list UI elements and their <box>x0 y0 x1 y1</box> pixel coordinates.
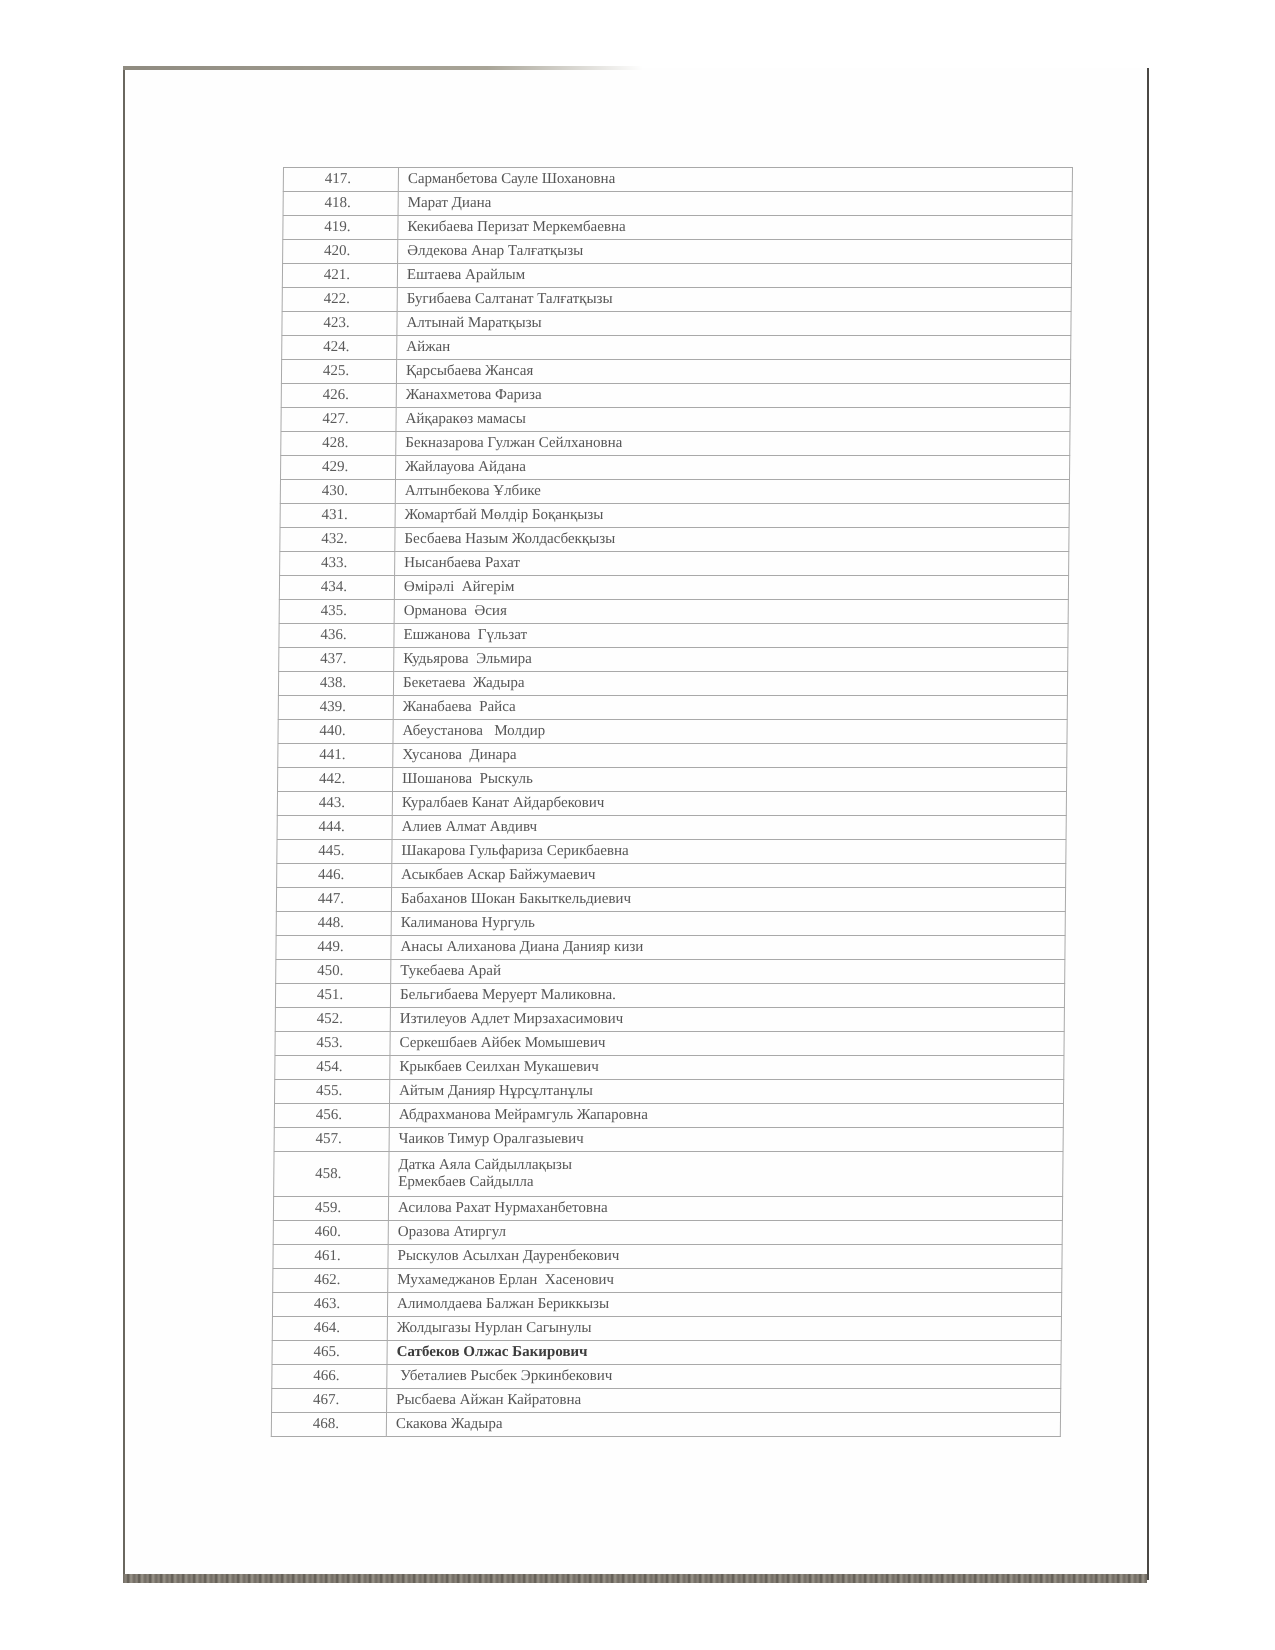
row-number: 463. <box>272 1293 387 1317</box>
person-name: Абеустанова Молдир <box>402 723 546 739</box>
table-row <box>276 936 1065 960</box>
person-name: Скакова Жадыра <box>395 1416 503 1432</box>
row-number: 429. <box>281 456 396 480</box>
table-row <box>280 480 1069 504</box>
row-number: 420. <box>283 240 398 264</box>
person-name: Бесбаева Назым Жолдасбекқызы <box>404 531 616 547</box>
table-row <box>274 1152 1063 1197</box>
person-name: Марат Диана <box>407 195 492 211</box>
row-name-cell <box>392 792 1066 816</box>
table-row <box>271 1413 1060 1437</box>
table-row <box>276 888 1065 912</box>
row-number: 433. <box>280 552 395 576</box>
row-number: 455. <box>275 1080 390 1104</box>
person-name: Қарсыбаева Жансая <box>405 363 534 379</box>
person-name: Ешжанова Гүльзат <box>403 627 528 643</box>
row-name-cell <box>388 1245 1062 1269</box>
row-name-cell <box>393 672 1067 696</box>
row-number: 464. <box>272 1317 387 1341</box>
table-row <box>283 168 1072 192</box>
table-row <box>281 408 1070 432</box>
row-name-cell <box>397 264 1071 288</box>
table-row <box>273 1245 1062 1269</box>
table-row <box>275 1080 1064 1104</box>
row-number: 444. <box>277 816 392 840</box>
row-number: 436. <box>279 624 394 648</box>
row-number: 446. <box>277 864 392 888</box>
person-name: Бугибаева Салтанат Талғатқызы <box>406 291 613 307</box>
row-name-cell <box>389 1104 1063 1128</box>
row-number: 422. <box>282 288 397 312</box>
table-row <box>277 864 1066 888</box>
row-number: 424. <box>282 336 397 360</box>
row-name-cell <box>396 408 1070 432</box>
row-name-cell <box>390 1032 1064 1056</box>
row-name-cell <box>391 912 1065 936</box>
row-name-cell <box>398 240 1072 264</box>
row-name-cell <box>388 1221 1062 1245</box>
person-name: Хусанова Динара <box>402 747 517 763</box>
row-name-cell <box>398 168 1072 192</box>
person-name: Абдрахманова Мейрамгуль Жапаровна <box>398 1107 648 1123</box>
row-number: 419. <box>283 216 398 240</box>
table-row <box>274 1128 1063 1152</box>
row-name-cell <box>387 1317 1061 1341</box>
row-name-cell <box>394 576 1068 600</box>
table-row <box>281 360 1070 384</box>
person-name: Орманова Әсия <box>403 603 507 619</box>
person-name: Оразова Атиргул <box>397 1224 507 1240</box>
person-name: Рысбаева Айжан Кайратовна <box>396 1392 582 1408</box>
person-name: Нысанбаева Рахат <box>404 555 521 571</box>
person-name: Жомартбай Мөлдір Боқанқызы <box>404 507 604 523</box>
table-row <box>279 600 1068 624</box>
row-number: 418. <box>283 192 398 216</box>
names-table-body <box>271 168 1072 1437</box>
table-row <box>282 288 1071 312</box>
row-name-cell <box>390 984 1064 1008</box>
person-name: Сарманбетова Сауле Шохановна <box>407 171 616 187</box>
row-name-cell <box>388 1269 1062 1293</box>
table-row <box>283 216 1072 240</box>
person-name: Сатбеков Олжас Бакирович <box>396 1344 588 1360</box>
table-row <box>282 336 1071 360</box>
person-name: Алиев Алмат Авдивч <box>401 819 538 835</box>
person-name: Алтынай Маратқызы <box>406 315 542 331</box>
row-number: 441. <box>278 744 393 768</box>
row-number: 461. <box>273 1245 388 1269</box>
person-name: Асилова Рахат Нурмаханбетовна <box>397 1200 608 1216</box>
person-name: Мухамеджанов Ерлан Хасенович <box>397 1272 615 1288</box>
row-number: 462. <box>273 1269 388 1293</box>
person-name: Бекназарова Гулжан Сейлхановна <box>405 435 623 451</box>
row-name-cell <box>396 360 1070 384</box>
person-name: Куралбаев Канат Айдарбекович <box>401 795 605 811</box>
row-name-cell <box>398 192 1072 216</box>
row-number: 454. <box>275 1056 390 1080</box>
person-name: Шошанова Рыскуль <box>402 771 533 787</box>
person-name: Бекетаева Жадыра <box>402 675 525 691</box>
row-name-cell <box>388 1197 1062 1221</box>
table-row <box>281 432 1070 456</box>
person-name: Шакарова Гульфариза Серикбаевна <box>401 843 629 859</box>
row-number: 443. <box>277 792 392 816</box>
table-row <box>277 792 1066 816</box>
row-number: 457. <box>274 1128 389 1152</box>
table-row <box>273 1197 1062 1221</box>
person-name: Әлдекова Анар Талғатқызы <box>407 243 584 259</box>
row-name-cell <box>390 1080 1064 1104</box>
row-name-cell <box>392 840 1066 864</box>
table-row <box>282 312 1071 336</box>
table-row <box>276 912 1065 936</box>
table-row <box>272 1341 1061 1365</box>
row-name-cell <box>397 336 1071 360</box>
table-row <box>272 1365 1061 1389</box>
person-name: Кудьярова Эльмира <box>403 651 532 667</box>
person-name: Асыкбаев Аскар Байжумаевич <box>401 867 596 883</box>
row-name-cell <box>398 216 1072 240</box>
person-name: Датка Аяла Сайдыллақызы <box>398 1157 573 1173</box>
table-row <box>282 264 1071 288</box>
table-row <box>279 624 1068 648</box>
table-row <box>279 648 1068 672</box>
row-number: 431. <box>280 504 395 528</box>
person-name: Калиманова Нургуль <box>400 915 535 931</box>
table-row <box>278 696 1067 720</box>
person-name: Алтынбекова Ұлбике <box>404 483 541 499</box>
row-number: 428. <box>281 432 396 456</box>
row-number: 451. <box>275 984 390 1008</box>
row-number: 459. <box>273 1197 388 1221</box>
scan-edge-top <box>123 66 643 70</box>
person-name: Жанахметова Фариза <box>405 387 542 403</box>
person-name: Серкешбаев Айбек Момышевич <box>399 1035 606 1051</box>
table-row <box>281 384 1070 408</box>
person-name: Бабаханов Шокан Бакыткельдиевич <box>400 891 632 907</box>
table-row <box>272 1293 1061 1317</box>
scan-edge-bottom <box>123 1574 1147 1583</box>
row-number: 468. <box>271 1413 386 1437</box>
table-row <box>277 816 1066 840</box>
row-number: 426. <box>281 384 396 408</box>
row-name-cell <box>392 864 1066 888</box>
row-name-cell <box>393 720 1067 744</box>
table-row <box>283 192 1072 216</box>
row-number: 458. <box>274 1152 389 1197</box>
row-number: 447. <box>276 888 391 912</box>
row-name-cell <box>393 696 1067 720</box>
row-number: 449. <box>276 936 391 960</box>
person-name: Кекибаева Перизат Меркембаевна <box>407 219 626 235</box>
row-name-cell <box>394 600 1068 624</box>
row-number: 453. <box>275 1032 390 1056</box>
table-row <box>272 1317 1061 1341</box>
row-name-cell <box>386 1413 1060 1437</box>
person-name: Жолдыгазы Нурлан Сагынулы <box>396 1320 592 1336</box>
row-name-cell <box>395 480 1069 504</box>
table-row <box>280 528 1069 552</box>
person-name: Крыкбаев Сеилхан Мукашевич <box>399 1059 599 1075</box>
table-row <box>275 984 1064 1008</box>
row-number: 456. <box>274 1104 389 1128</box>
table-row <box>275 1032 1064 1056</box>
person-name: Айқаракөз мамасы <box>405 411 526 427</box>
row-name-cell <box>394 624 1068 648</box>
row-number: 434. <box>279 576 394 600</box>
row-number: 465. <box>272 1341 387 1365</box>
row-number: 437. <box>279 648 394 672</box>
table-row <box>274 1104 1063 1128</box>
table-row <box>275 1056 1064 1080</box>
person-name: Алимолдаева Балжан Бериккызы <box>397 1296 610 1312</box>
row-name-cell <box>395 504 1069 528</box>
person-name: Жайлауова Айдана <box>405 459 527 475</box>
table-row <box>280 552 1069 576</box>
table-row <box>281 456 1070 480</box>
row-name-cell <box>391 960 1065 984</box>
row-name-cell <box>394 648 1068 672</box>
table-row <box>278 672 1067 696</box>
person-name: Ештаева Арайлым <box>406 267 526 283</box>
table-row <box>272 1389 1061 1413</box>
row-number: 466. <box>272 1365 387 1389</box>
row-name-cell <box>393 744 1067 768</box>
row-name-cell <box>390 1056 1064 1080</box>
row-number: 467. <box>272 1389 387 1413</box>
row-name-cell <box>389 1128 1063 1152</box>
row-name-cell <box>396 456 1070 480</box>
row-name-cell <box>396 384 1070 408</box>
row-number: 435. <box>279 600 394 624</box>
row-name-cell <box>395 528 1069 552</box>
row-number: 460. <box>273 1221 388 1245</box>
person-name: Айтым Данияр Нұрсұлтанұлы <box>399 1083 594 1099</box>
person-name: Бельгибаева Меруерт Маликовна. <box>399 987 617 1003</box>
row-name-cell <box>397 312 1071 336</box>
person-name: Убеталиев Рысбек Эркинбекович <box>396 1368 613 1384</box>
table-row <box>280 504 1069 528</box>
row-name-cell <box>393 768 1067 792</box>
row-name-cell <box>387 1341 1061 1365</box>
row-name-cell <box>397 288 1071 312</box>
person-name: Чаиков Тимур Оралгазыевич <box>398 1131 584 1147</box>
row-name-cell <box>389 1152 1063 1197</box>
table-row <box>275 1008 1064 1032</box>
row-number: 442. <box>278 768 393 792</box>
table-row <box>279 576 1068 600</box>
row-number: 432. <box>280 528 395 552</box>
person-name: Айжан <box>406 339 451 355</box>
row-number: 452. <box>275 1008 390 1032</box>
row-name-cell <box>396 432 1070 456</box>
row-number: 450. <box>276 960 391 984</box>
row-name-cell <box>387 1389 1061 1413</box>
table-row <box>276 960 1065 984</box>
person-name: Анасы Алиханова Диана Данияр кизи <box>400 939 644 955</box>
table-row <box>278 720 1067 744</box>
row-number: 440. <box>278 720 393 744</box>
row-name-cell <box>387 1365 1061 1389</box>
person-name: Рыскулов Асылхан Дауренбекович <box>397 1248 620 1264</box>
row-number: 421. <box>282 264 397 288</box>
row-number: 423. <box>282 312 397 336</box>
person-name: Тукебаева Арай <box>400 963 502 979</box>
row-number: 430. <box>280 480 395 504</box>
row-name-cell <box>390 1008 1064 1032</box>
row-number: 425. <box>281 360 396 384</box>
person-name-secondary: Ермекбаев Сайдылла <box>398 1174 534 1190</box>
table-row <box>283 240 1072 264</box>
row-name-cell <box>387 1293 1061 1317</box>
row-number: 438. <box>278 672 393 696</box>
table-row <box>273 1269 1062 1293</box>
row-name-cell <box>392 816 1066 840</box>
row-name-cell <box>391 936 1065 960</box>
row-number: 439. <box>278 696 393 720</box>
person-name: Жанабаева Райса <box>402 699 516 715</box>
row-number: 448. <box>276 912 391 936</box>
row-number: 427. <box>281 408 396 432</box>
row-name-cell <box>391 888 1065 912</box>
table-row <box>278 744 1067 768</box>
person-name: Изтилеуов Адлет Мирзахасимович <box>399 1011 624 1027</box>
row-name-cell <box>395 552 1069 576</box>
person-name: Өмірәлі Айгерім <box>403 579 515 595</box>
table-row <box>273 1221 1062 1245</box>
table-row <box>278 768 1067 792</box>
names-table <box>271 167 1073 1437</box>
table-row <box>277 840 1066 864</box>
row-number: 417. <box>283 168 398 192</box>
row-number: 445. <box>277 840 392 864</box>
